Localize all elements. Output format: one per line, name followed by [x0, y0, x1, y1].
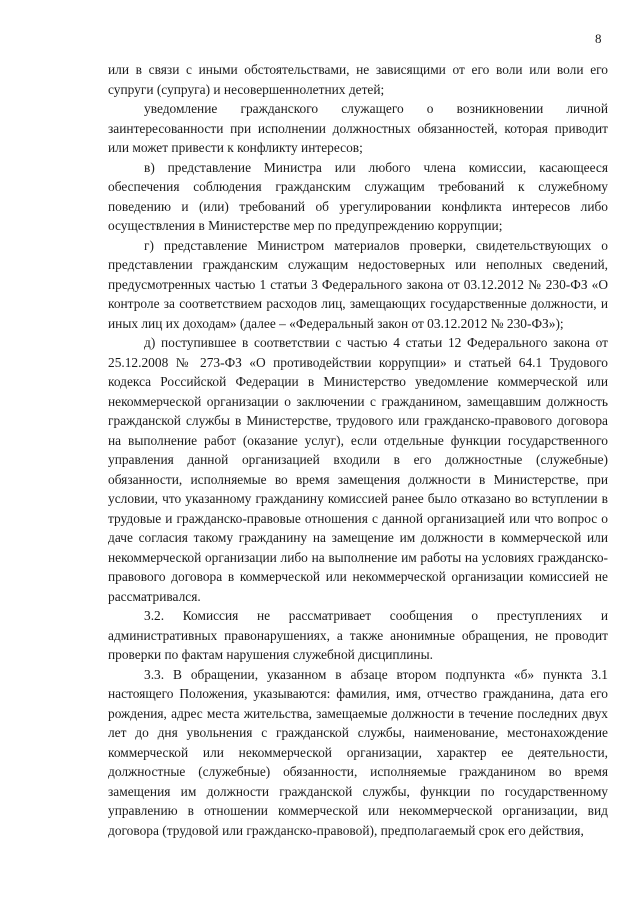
paragraph-item-v: в) представление Министра или любого члена комиссии, касающееся обеспечения соблюдения гражданским служащим требований к служебному поведению и (или) требований об урегулировании конфликта интересов либо осуществления в Министерстве мер по предупреждению коррупции;: [108, 159, 608, 233]
paragraph-item-g: г) представление Министром материалов проверки, свидетельствующих о представлении гражданским служащим недостоверных или неполных сведений, предусмотренных частью 1 статьи 3 Федерального закона от 03.12.2012 № 230-ФЗ «О контроле за соответствием расходов лиц, замещающих государственные должности, и иных лиц их доходам» (далее – «Федеральный закон от 03.12.2012 № 230-ФЗ»);: [108, 237, 608, 331]
document-body: [108, 60, 608, 840]
paragraph-item-d: д) поступившее в соответствии с частью 4 статьи 12 Федерального закона от 25.12.2008 № 273-ФЗ «О противодействии коррупции» и статьей 64.1 Трудового кодекса Российской Федерации в Министерство уведомление коммерческой или некоммерческой организации о заключении с гражданином, замещавшим должность гражданской службы в Министерстве, трудового или гражданско-правового договора на выполнение работ (оказание услуг), если отдельные функции государственного управления данной организацией входили в его должностные (служебные) обязанности, исполняемые во время замещения должности в Министерстве, при условии, что указанному гражданину комиссией ранее было отказано во вступлении в трудовые и гражданско-правовые отношения с данной организацией или что вопрос о даче согласия такому гражданину на замещение им должности в коммерческой или некоммерческой организации либо на выполнение им работы на условиях гражданско-правового договора в коммерческой или некоммерческой организации комиссией не рассматривался.: [108, 335, 608, 604]
paragraph-continuation: или в связи с иными обстоятельствами, не зависящими от его воли или воли его супруги (супруга) и несовершеннолетних детей;: [108, 62, 608, 97]
paragraph-conflict-notice: уведомление гражданского служащего о возникновении личной заинтересованности при исполнении должностных обязанностей, которая приводит или может привести к конфликту интересов;: [108, 101, 608, 155]
page-number: 8: [595, 31, 602, 46]
paragraph-3-3: 3.3. В обращении, указанном в абзаце втором подпункта «б» пункта 3.1 настоящего Положения, указываются: фамилия, имя, отчество гражданина, дата его рождения, адрес места жительства, замещаемые должности в течение последних двух лет до дня увольнения с гражданской службы, наименование, местонахождение коммерческой или некоммерческой организации, характер ее деятельности, должностные (служебные) обязанности, исполняемые гражданином во время замещения им должности гражданской службы, функции по государственному управлению в отношении коммерческой или некоммерческой организации, вид договора (трудовой или гражданско-правовой), предполагаемый срок его действия,: [108, 666, 608, 838]
paragraph-3-2: 3.2. Комиссия не рассматривает сообщения о преступлениях и административных правонарушениях, а также анонимные обращения, не проводит проверки по фактам нарушения служебной дисциплины.: [108, 608, 608, 662]
